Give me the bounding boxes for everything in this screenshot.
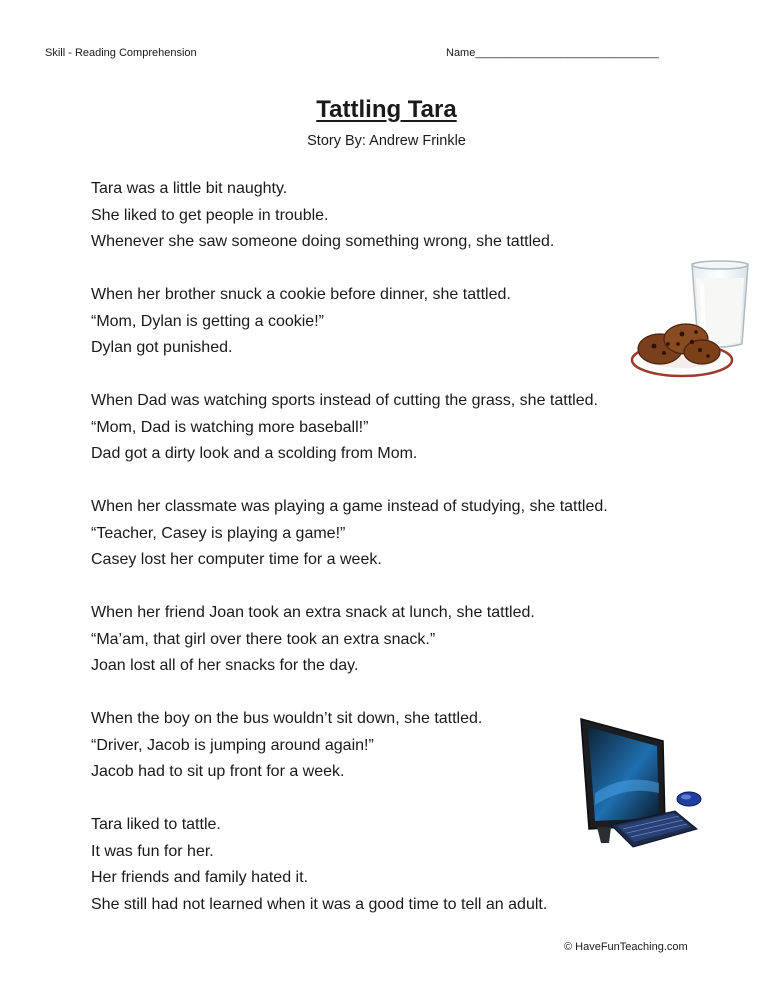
story-line: “Ma’am, that girl over there took an extra snack.” — [91, 630, 436, 648]
stanza — [91, 494, 731, 574]
story-line: Tara liked to tattle. — [91, 816, 221, 833]
story-line: “Mom, Dylan is getting a cookie!” — [91, 312, 324, 330]
copyright-footer: © HaveFunTeaching.com — [564, 941, 688, 953]
story-line: When her friend Joan took an extra snack at lunch, she tattled. — [91, 604, 535, 621]
story-line: She still had not learned when it was a good time to tell an adult. — [91, 895, 548, 913]
stanza — [91, 388, 731, 468]
story-line: When her brother snuck a cookie before dinner, she tattled. — [91, 286, 511, 303]
story-title: Tattling Tara — [316, 96, 457, 123]
story-line: She liked to get people in trouble. — [91, 206, 329, 224]
name-field-label: Name______________________________ — [446, 47, 659, 59]
story-line: Jacob had to sit up front for a week. — [91, 763, 345, 780]
story-line: When her classmate was playing a game instead of studying, she tattled. — [91, 498, 608, 515]
story-line: Tara was a little bit naughty. — [91, 180, 288, 197]
milk-and-cookies-image — [628, 258, 754, 380]
story-line: “Teacher, Casey is playing a game!” — [91, 524, 346, 542]
story-line: Her friends and family hated it. — [91, 869, 308, 886]
story-line: Dylan got punished. — [91, 339, 233, 356]
stanza — [91, 176, 731, 256]
stanza — [91, 600, 731, 680]
computer-image — [575, 713, 710, 855]
story-line: Whenever she saw someone doing something wrong, she tattled. — [91, 233, 555, 250]
story-line: It was fun for her. — [91, 842, 214, 860]
story-line: When the boy on the bus wouldn’t sit down, she tattled. — [91, 710, 483, 727]
story-line: “Mom, Dad is watching more baseball!” — [91, 418, 369, 436]
story-line: Dad got a dirty look and a scolding from Mom. — [91, 445, 418, 462]
story-line: Casey lost her computer time for a week. — [91, 551, 382, 568]
story-line: When Dad was watching sports instead of cutting the grass, she tattled. — [91, 392, 598, 409]
story-line: Joan lost all of her snacks for the day. — [91, 657, 359, 674]
story-byline: Story By: Andrew Frinkle — [307, 133, 466, 149]
story-line: “Driver, Jacob is jumping around again!” — [91, 736, 374, 754]
skill-label: Skill - Reading Comprehension — [45, 47, 197, 59]
